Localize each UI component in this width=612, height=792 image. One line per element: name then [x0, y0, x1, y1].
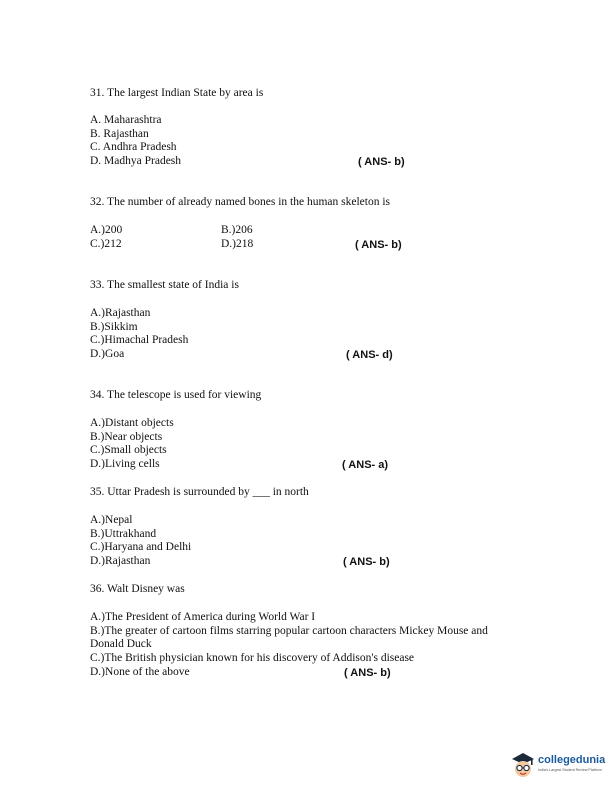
question-36-option-b: B.)The greater of cartoon films starring popular cartoon characters Mickey Mouse and Donald Duck [90, 624, 488, 650]
question-35-text-before: 35. Uttar Pradesh is surrounded by [90, 486, 253, 498]
question-31: 31. The largest Indian State by area is [90, 87, 264, 99]
question-34-option-c: C.)Small objects [90, 444, 167, 456]
question-33-option-a: A.)Rajasthan [90, 307, 151, 319]
question-31-option-d: D. Madhya Pradesh [90, 154, 182, 167]
question-33-option-c: C.)Himachal Pradesh [90, 334, 189, 346]
question-33-option-b: B.)Sikkim [90, 320, 138, 333]
question-32: 32. The number of already named bones in the human skeleton is [90, 196, 390, 208]
question-36-answer: ( ANS- b) [344, 667, 391, 679]
question-35-option-d: D.)Rajasthan [90, 554, 151, 567]
logo-tagline: India's Largest Student Review Platform [538, 768, 602, 772]
question-33-option-d: D.)Goa [90, 347, 125, 360]
question-35 [90, 486, 309, 500]
question-36-option-c: C.)The British physician known for his discovery of Addison's disease [90, 652, 415, 664]
question-34-option-a: A.)Distant objects [90, 417, 174, 429]
question-32-option-b: B.)206 [221, 224, 253, 236]
question-35-answer: ( ANS- b) [343, 556, 390, 568]
question-32-answer: ( ANS- b) [355, 239, 402, 251]
logo-name: collegedunia [538, 754, 606, 766]
question-35-text-after: in north [269, 486, 309, 498]
question-35-blank: ___ [252, 486, 270, 498]
question-33-answer: ( ANS- d) [346, 349, 393, 361]
question-35-option-a: A.)Nepal [90, 514, 133, 526]
question-32-option-a: A.)200 [90, 224, 123, 236]
question-34-option-d: D.)Living cells [90, 457, 160, 470]
mascot-face-icon [510, 750, 536, 780]
question-31-option-b: B. Rajasthan [90, 127, 149, 140]
collegedunia-logo [510, 748, 610, 784]
question-32-option-d: D.)218 [221, 237, 254, 250]
question-34: 34. The telescope is used for viewing [90, 389, 262, 401]
question-31-option-c: C. Andhra Pradesh [90, 141, 177, 153]
question-34-answer: ( ANS- a) [342, 459, 389, 471]
question-36: 36. Walt Disney was [90, 583, 185, 595]
question-35-option-c: C.)Haryana and Delhi [90, 541, 192, 553]
question-34-option-b: B.)Near objects [90, 430, 163, 443]
question-31-answer: ( ANS- b) [358, 156, 405, 168]
question-35-option-b: B.)Uttrakhand [90, 527, 157, 540]
question-32-option-c: C.)212 [90, 237, 122, 250]
question-33: 33. The smallest state of India is [90, 279, 239, 291]
question-36-option-d: D.)None of the above [90, 665, 190, 678]
question-31-option-a: A. Maharashtra [90, 114, 162, 126]
question-36-option-a: A.)The President of America during World War I [90, 611, 316, 623]
